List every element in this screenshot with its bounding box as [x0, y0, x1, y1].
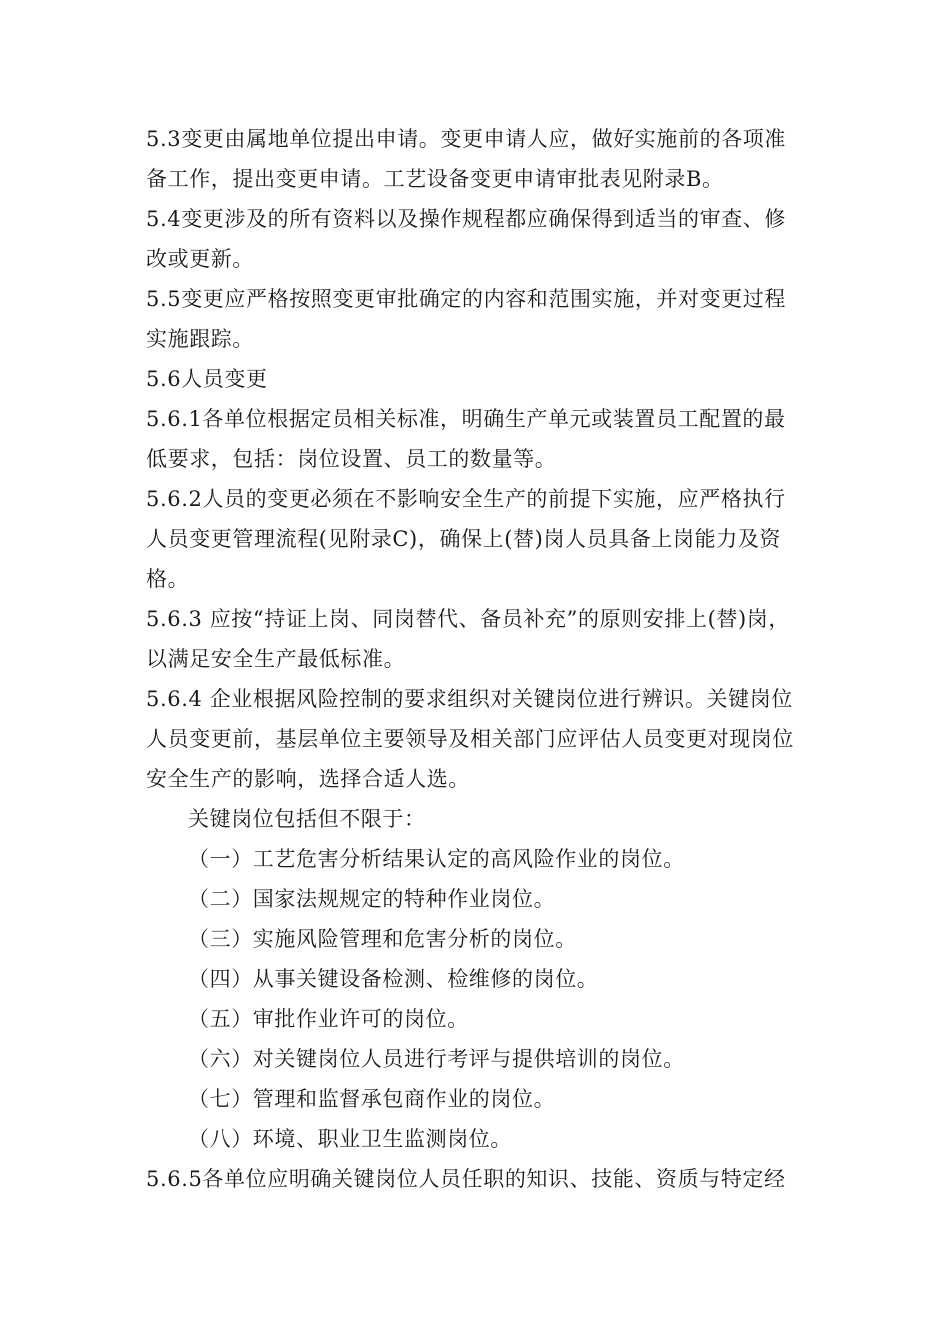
list-item-2: （二）国家法规规定的特种作业岗位。	[188, 887, 556, 911]
paragraph-5-5-line-2: 实施跟踪。	[146, 327, 254, 351]
list-item-1: （一）工艺危害分析结果认定的高风险作业的岗位。	[188, 847, 685, 871]
paragraph-5-4-line-2: 改或更新。	[146, 247, 254, 271]
list-item-4: （四）从事关键设备检测、检维修的岗位。	[188, 967, 599, 991]
paragraph-5-6-2-line-1: 5.6.2人员的变更必须在不影响安全生产的前提下实施，应严格执行	[146, 487, 786, 511]
paragraph-5-6-4-line-1: 5.6.4 企业根据风险控制的要求组织对关键岗位进行辨识。关键岗位	[146, 687, 793, 711]
paragraph-5-4-line-1: 5.4变更涉及的所有资料以及操作规程都应确保得到适当的审查、修	[146, 207, 786, 231]
paragraph-5-6-4-line-2: 人员变更前，基层单位主要领导及相关部门应评估人员变更对现岗位	[146, 727, 794, 751]
paragraph-5-6-3-line-2: 以满足安全生产最低标准。	[146, 647, 406, 671]
paragraph-5-3-line-1: 5.3变更由属地单位提出申请。变更申请人应，做好实施前的各项准	[146, 127, 786, 151]
paragraph-5-6-4-line-3: 安全生产的影响，选择合适人选。	[146, 767, 470, 791]
paragraph-5-3-line-2: 备工作，提出变更申请。工艺设备变更申请审批表见附录B。	[146, 167, 724, 191]
paragraph-5-6-2-line-2: 人员变更管理流程(见附录C)，确保上(替)岗人员具备上岗能力及资	[146, 527, 782, 551]
paragraph-5-6-1-line-1: 5.6.1各单位根据定员相关标准，明确生产单元或装置员工配置的最	[146, 407, 786, 431]
section-heading-5-6: 5.6人员变更	[146, 367, 268, 391]
list-item-3: （三）实施风险管理和危害分析的岗位。	[188, 927, 577, 951]
list-item-8: （八）环境、职业卫生监测岗位。	[188, 1127, 512, 1151]
paragraph-5-5-line-1: 5.5变更应严格按照变更审批确定的内容和范围实施，并对变更过程	[146, 287, 786, 311]
list-item-7: （七）管理和监督承包商作业的岗位。	[188, 1087, 556, 1111]
paragraph-5-6-1-line-2: 低要求，包括：岗位设置、员工的数量等。	[146, 447, 557, 471]
paragraph-5-6-5-line-1: 5.6.5各单位应明确关键岗位人员任职的知识、技能、资质与特定经	[146, 1167, 786, 1191]
paragraph-5-6-3-line-1: 5.6.3 应按“持证上岗、同岗替代、备员补充”的原则安排上(替)岗，	[146, 607, 790, 631]
key-positions-intro: 关键岗位包括但不限于：	[188, 807, 426, 831]
list-item-6: （六）对关键岗位人员进行考评与提供培训的岗位。	[188, 1047, 685, 1071]
paragraph-5-6-2-line-3: 格。	[146, 567, 190, 591]
list-item-5: （五）审批作业许可的岗位。	[188, 1007, 469, 1031]
